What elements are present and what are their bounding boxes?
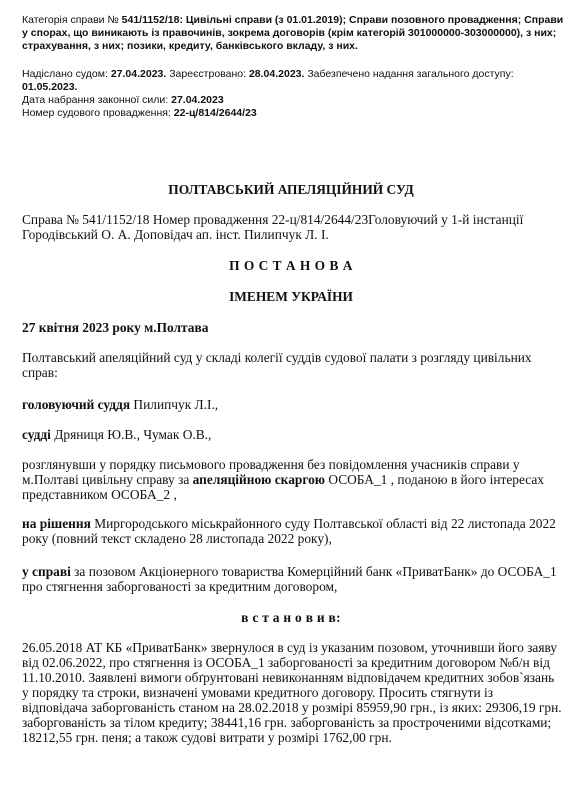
case-text: за позовом Акціонерного товариства Комерційний банк «ПриватБанк» до ОСОБА_1 про стягнення заборгованості за кредитним договором,: [22, 564, 557, 594]
case-category: [22, 14, 567, 53]
paragraph-consideration: [22, 457, 562, 502]
sent-registered-line: [22, 68, 567, 94]
decision-label: на рішення: [22, 516, 91, 531]
category-text: Цивільні справи (з 01.01.2019); Справи позовного провадження; Справи у спорах, що виникають із правочинів, зокрема договорів (крім категорій 301000000-303000000), з них; страхування, з них; позики, кредиту, банківського вкладу, з них.: [22, 14, 564, 52]
proceeding-line: [22, 107, 567, 120]
document-subtitle: ІМЕНЕМ УКРАЇНИ: [229, 289, 353, 304]
appeal-label: апеляційною скаргою: [192, 472, 326, 487]
paragraph-claim: 26.05.2018 АТ КБ «ПриватБанк» звернулося в суд із указаним позовом, уточнивши його заяву від 02.06.2022, про стягнення із ОСОБА_1 заборгованості за кредитним договором №б/н від 11.10.2010. Заявлені вимоги обґрунтовані невиконанням відповідачем кредитних зобов`язань у порядку та строки, визначені умовами кредитного договору. Просить стягнути із відповідача заборгованість станом на 28.02.2018 у розмірі 85959,90 грн., із яких: 29306,19 грн. заборгованість за тілом кредиту; 38441,16 грн. заборгованість за простроченими відсотками; 18212,55 грн. пеня; а також судові витрати у розмірі 1762,00 грн.: [22, 640, 562, 745]
access-date: 01.05.2023.: [22, 81, 78, 93]
decision-text: Миргородського міськрайонного суду Полтавської області від 22 листопада 2022 року (повний текст складено 28 листопада 2022 року),: [22, 516, 556, 546]
proceeding-label: Номер судового провадження:: [22, 107, 174, 119]
judges-label: судді: [22, 427, 51, 442]
legal-force-label: Дата набрання законної сили:: [22, 94, 172, 106]
paragraph-case: [22, 564, 562, 594]
consideration-text-a: розглянувши у порядку письмового провадження без повідомлення учасників справи у м.Полтаві цивільну справу за: [22, 457, 520, 487]
case-label: у справі: [22, 564, 71, 579]
paragraph-judges: [22, 427, 562, 442]
legal-force-date: 27.04.2023: [171, 94, 224, 106]
paragraph-decision: [22, 516, 562, 546]
dates-block: [22, 68, 567, 120]
access-label: Забезпечено надання загального доступу:: [304, 68, 514, 80]
established-heading: в с т а н о в и в:: [241, 610, 341, 625]
court-name: ПОЛТАВСЬКИЙ АПЕЛЯЦІЙНИЙ СУД: [168, 182, 414, 197]
sent-label: Надіслано судом:: [22, 68, 111, 80]
legal-force-line: [22, 94, 567, 107]
registered-date: 28.04.2023.: [248, 68, 305, 80]
case-line: Справа № 541/1152/18 Номер провадження 22-ц/814/2644/23Головуючий у 1-й інстанції Городівський О. А. Доповідач ап. інст. Пилипчук Л. І.: [22, 212, 524, 242]
document-title: П О С Т А Н О В А: [229, 258, 353, 273]
category-label: Категорія справи №: [22, 14, 122, 26]
presiding-judge-label: головуючий суддя: [22, 397, 131, 412]
sent-date: 27.04.2023.: [110, 68, 167, 80]
consideration-text-b: ОСОБА_1 , поданою в його інтересах представником ОСОБА_2 ,: [22, 472, 544, 502]
proceeding-number: 22-ц/814/2644/23: [173, 107, 257, 119]
date-place: 27 квітня 2023 року м.Полтава: [22, 320, 209, 335]
paragraph-presiding-judge: [22, 397, 562, 412]
paragraph-composition: Полтавський апеляційний суд у складі колегії суддів судової палати з розгляду цивільних справ:: [22, 350, 532, 380]
category-number: 541/1152/18:: [121, 14, 186, 26]
judges-names: Дряниця Ю.В., Чумак О.В.,: [50, 427, 212, 442]
registered-label: Зареєстровано:: [166, 68, 249, 80]
presiding-judge-name: Пилипчук Л.І.,: [130, 397, 219, 412]
